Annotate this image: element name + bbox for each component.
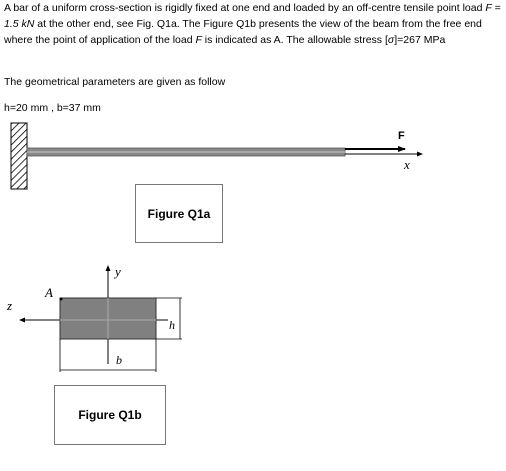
figure-q1a-drawing: [11, 123, 422, 189]
fixed-support-wall: [11, 123, 27, 189]
unit-kn: kN: [21, 18, 35, 30]
load-symbol: F: [195, 34, 202, 46]
text-segment: A bar of a uniform cross-section is rigidly fixed at one end and loaded by an off-centre tensile point load: [4, 2, 486, 14]
text-segment: at the other end, see Fig. Q1a. The Figure Q1b presents the view of the beam from the free end where the point of application of the load: [4, 18, 482, 46]
h-dimension-label: h: [169, 318, 175, 332]
y-axis-label: y: [115, 264, 121, 279]
force-label: F: [398, 130, 405, 142]
x-axis-label: x: [404, 157, 410, 172]
geometry-intro: The geometrical parameters are given as follow: [4, 76, 226, 88]
b-dimension-label: b: [116, 353, 122, 367]
sigma-symbol: σ: [387, 34, 395, 46]
text-segment: is indicated as A. The allowable stress [: [201, 34, 388, 46]
figure-q1a-caption: Figure Q1a: [135, 184, 223, 243]
z-axis-label: z: [7, 298, 13, 313]
point-a-label: A: [45, 285, 53, 300]
text-segment: ]=267 MPa: [394, 34, 446, 46]
load-symbol: F: [485, 2, 492, 14]
figure-q1b-drawing: [6, 264, 182, 372]
load-point-a: [60, 298, 63, 301]
text-segment: = 1.5: [4, 2, 501, 30]
geometry-values: h=20 mm , b=37 mm: [4, 102, 101, 114]
figure-q1b-caption: Figure Q1b: [54, 385, 166, 445]
